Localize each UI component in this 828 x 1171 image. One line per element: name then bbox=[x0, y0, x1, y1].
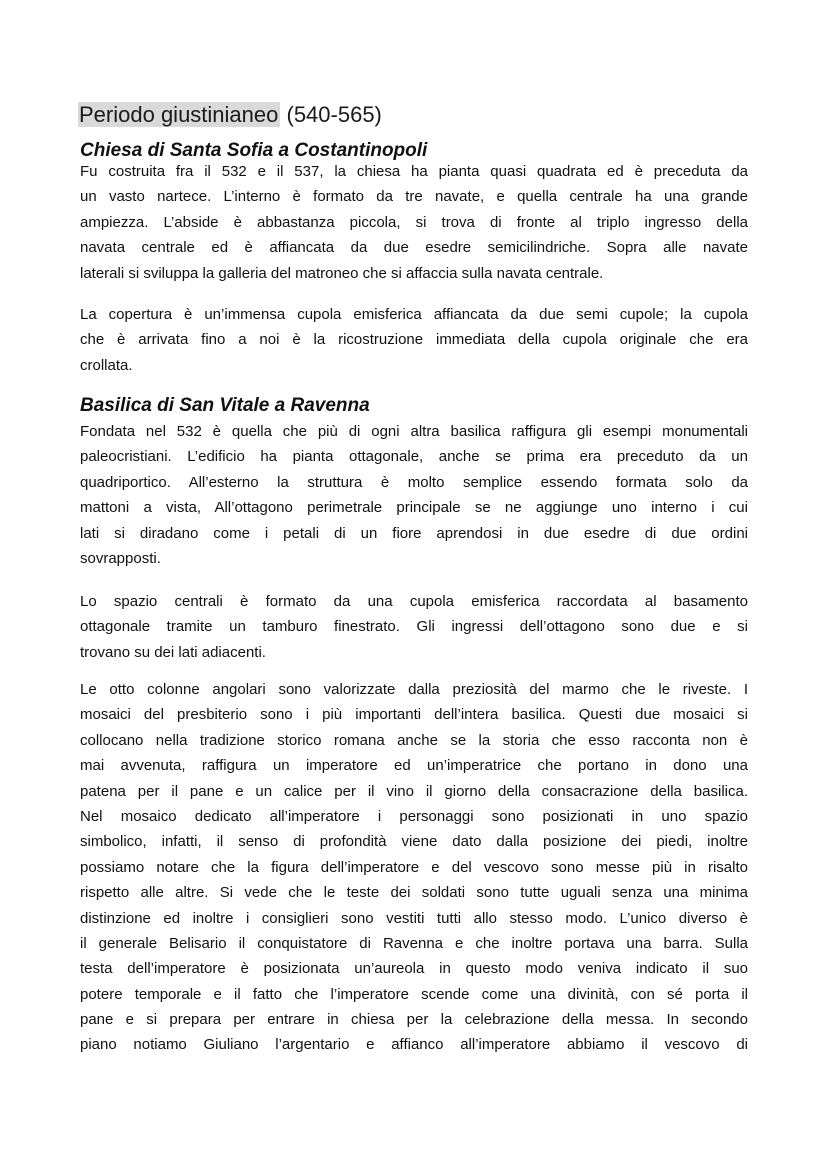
text-line: distinzione ed inoltre i consiglieri sono vestiti tutti allo stesso modo. L’unico diverso è bbox=[80, 909, 748, 927]
paragraph bbox=[80, 677, 748, 1058]
text-line: collocano nella tradizione storico romana anche se la storia che esso racconta non è bbox=[80, 731, 748, 749]
text-line: patena per il pane e un calice per il vino il giorno della consacrazione della basilica. bbox=[80, 782, 748, 800]
text-line: quadriportico. All’esterno la struttura è molto semplice essendo formata solo da bbox=[80, 473, 748, 491]
text-line: La copertura è un’immensa cupola emisferica affiancata da due semi cupole; la cupola bbox=[80, 306, 748, 323]
text-line: Lo spazio centrali è formato da una cupola emisferica raccordata al basamento bbox=[80, 593, 748, 610]
text-line: sovrapposti. bbox=[80, 549, 161, 567]
text-line: rispetto alle altre. Si vede che le teste dei soldati sono tutte uguali senza una minima bbox=[80, 884, 748, 902]
text-line: mattoni a vista, All’ottagono perimetrale principale se ne aggiunge uno interno i cui bbox=[80, 499, 748, 517]
text-line: mai avvenuta, raffigura un imperatore ed un’imperatrice che portano in dono una bbox=[80, 757, 748, 775]
text-line: ottagonale tramite un tamburo finestrato. Gli ingressi dell’ottagono sono due e si bbox=[80, 618, 748, 636]
text-line: che è arrivata fino a noi è la ricostruzione immediata della cupola originale che era bbox=[80, 331, 748, 349]
heading-santa-sofia: Chiesa di Santa Sofia a Costantinopoli bbox=[80, 140, 428, 161]
section-title-dates: (540-565) bbox=[280, 102, 382, 127]
paragraph bbox=[80, 589, 748, 665]
text-line: piano notiamo Giuliano l’argentario e affianco all’imperatore abbiamo il vescovo di bbox=[80, 1036, 748, 1054]
text-line: Le otto colonne angolari sono valorizzate dalla preziosità del marmo che le riveste. I bbox=[80, 681, 748, 698]
text-line: Nel mosaico dedicato all’imperatore i personaggi sono posizionati in uno spazio bbox=[80, 807, 748, 825]
text-line: Fu costruita fra il 532 e il 537, la chiesa ha pianta quasi quadrata ed è preceduta da bbox=[80, 163, 748, 180]
paragraph bbox=[80, 302, 748, 378]
text-line: il generale Belisario il conquistatore di Ravenna e che inoltre portava una barra. Sulla bbox=[80, 934, 748, 952]
text-line: potere temporale e il fatto che l’imperatore scende come una divinità, con sé porta il bbox=[80, 985, 748, 1003]
text-line: paleocristiani. L’edificio ha pianta ottagonale, anche se prima era preceduto da un bbox=[80, 448, 748, 466]
text-line: un vasto nartece. L’interno è formato da tre navate, e quella centrale ha una grande bbox=[80, 188, 748, 206]
paragraph bbox=[80, 419, 748, 571]
text-line: mosaici del presbiterio sono i più importanti dell’intera basilica. Questi due mosaici si bbox=[80, 706, 748, 724]
paragraph bbox=[80, 159, 748, 286]
text-line: laterali si sviluppa la galleria del matroneo che si affaccia sulla navata centrale. bbox=[80, 264, 604, 282]
section-title bbox=[80, 101, 748, 129]
text-line: navata centrale ed è affiancata da due esedre semicilindriche. Sopra alle navate bbox=[80, 239, 748, 257]
text-line: testa dell’imperatore è posizionata un’aureola in questo modo veniva indicato il suo bbox=[80, 960, 748, 978]
heading-san-vitale: Basilica di San Vitale a Ravenna bbox=[80, 395, 370, 416]
text-line: trovano su dei lati adiacenti. bbox=[80, 643, 266, 661]
text-line: possiamo notare che la figura dell’imperatore e del vescovo sono messe più in risalto bbox=[80, 858, 748, 876]
text-line: ampiezza. L’abside è abbastanza piccola, si trova di fronte al triplo ingresso della bbox=[80, 213, 748, 231]
text-line: pane e si prepara per entrare in chiesa per la celebrazione della messa. In secondo bbox=[80, 1011, 748, 1029]
text-line: simbolico, infatti, il senso di profondità viene dato dalla posizione dei piedi, inoltre bbox=[80, 833, 748, 851]
section-title-highlighted: Periodo giustinianeo bbox=[79, 102, 279, 127]
text-line: Fondata nel 532 è quella che più di ogni altra basilica raffigura gli esempi monumentali bbox=[80, 423, 748, 440]
text-line: lati si diradano come i petali di un fiore aprendosi in due esedre di due ordini bbox=[80, 524, 748, 542]
text-line: crollata. bbox=[80, 356, 133, 374]
